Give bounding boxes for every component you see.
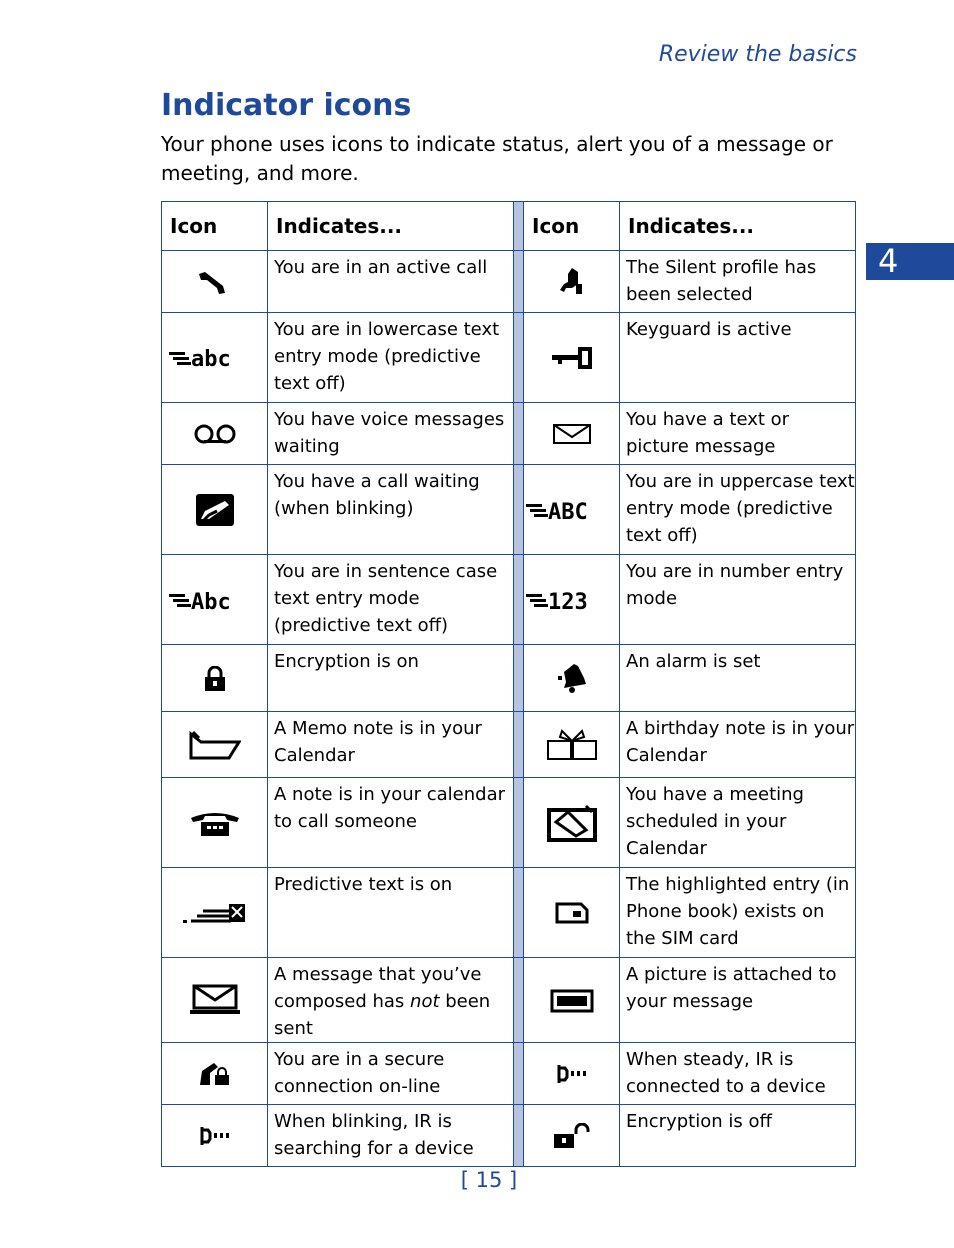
table-cell: Keyguard is active xyxy=(620,313,856,403)
table-cell: When steady, IR is connected to a device xyxy=(620,1043,856,1105)
table-cell: A birthday note is in your Calendar xyxy=(620,712,856,778)
table-cell: When blinking, IR is searching for a device xyxy=(268,1105,514,1167)
table-cell: A Memo note is in your Calendar xyxy=(268,712,514,778)
cell-text: been sent xyxy=(274,991,491,1039)
header-icon-right: Icon xyxy=(524,202,620,251)
table-row xyxy=(162,1105,856,1167)
table-row xyxy=(162,403,856,465)
table-cell: You have voice messages waiting xyxy=(268,403,514,465)
table-cell: You have a text or picture message xyxy=(620,403,856,465)
table-cell: Encryption is off xyxy=(620,1105,856,1167)
memo-note-icon xyxy=(189,730,241,760)
table-row xyxy=(162,868,856,958)
table-cell: You are in uppercase text entry mode (predictive text off) xyxy=(620,465,856,555)
table-cell: You are in an active call xyxy=(268,251,514,313)
birthday-note-icon xyxy=(546,729,598,761)
table-row xyxy=(162,251,856,313)
table-cell: The highlighted entry (in Phone book) exists on the SIM card xyxy=(620,868,856,958)
table-cell: A note is in your calendar to call someone xyxy=(268,778,514,868)
encryption-on-icon xyxy=(203,666,227,692)
svg-text:abc: abc xyxy=(190,347,231,370)
table-cell xyxy=(268,958,514,1043)
picture-attached-icon xyxy=(550,989,594,1013)
table-cell: Encryption is on xyxy=(268,645,514,712)
table-cell: You are in sentence case text entry mode (predictive text off) xyxy=(268,555,514,645)
meeting-icon xyxy=(546,804,598,842)
table-header-row xyxy=(162,202,856,251)
voice-message-icon xyxy=(193,423,237,445)
encryption-off-icon xyxy=(552,1123,592,1149)
table-cell: An alarm is set xyxy=(620,645,856,712)
chapter-tab: 4 xyxy=(866,243,954,280)
active-call-icon xyxy=(195,266,235,298)
table-cell: You are in number entry mode xyxy=(620,555,856,645)
ir-steady-icon xyxy=(557,1063,587,1085)
alarm-icon xyxy=(556,662,588,694)
table-cell: You have a call waiting (when blinking) xyxy=(268,465,514,555)
cell-emphasis: not xyxy=(410,991,440,1012)
secure-connection-icon xyxy=(198,1061,232,1087)
table-row xyxy=(162,778,856,868)
unsent-message-icon xyxy=(188,984,242,1016)
svg-text:123: 123 xyxy=(547,590,588,612)
table-cell: You are in lowercase text entry mode (predictive text off) xyxy=(268,313,514,403)
table-cell: The Silent profile has been selected xyxy=(620,251,856,313)
text-message-icon xyxy=(552,422,592,446)
uppercase-text-icon xyxy=(526,498,618,522)
table-cell: A picture is attached to your message xyxy=(620,958,856,1043)
call-note-icon xyxy=(189,808,241,838)
indicator-icons-table xyxy=(161,201,856,1167)
page-number: [ 15 ] xyxy=(460,1168,518,1192)
column-gap xyxy=(514,202,524,251)
keyguard-icon xyxy=(550,347,594,369)
sim-card-entry-icon xyxy=(555,902,589,924)
running-head: Review the basics xyxy=(658,42,857,67)
svg-text:ABC: ABC xyxy=(547,500,588,522)
cell-text: A message that you’ve composed has xyxy=(274,964,482,1012)
predictive-text-icon xyxy=(181,900,249,926)
silent-profile-icon xyxy=(556,266,588,298)
table-cell: You have a meeting scheduled in your Calendar xyxy=(620,778,856,868)
svg-text:Abc: Abc xyxy=(190,590,231,612)
table-row xyxy=(162,645,856,712)
table-row xyxy=(162,313,856,403)
header-icon-left: Icon xyxy=(162,202,268,251)
table-cell: You are in a secure connection on-line xyxy=(268,1043,514,1105)
header-indicates-left: Indicates... xyxy=(268,202,514,251)
intro-paragraph: Your phone uses icons to indicate status, alert you of a message or meeting, and more. xyxy=(161,132,833,185)
sentence-case-icon xyxy=(169,588,261,612)
ir-blinking-icon xyxy=(200,1125,230,1147)
table-cell: Predictive text is on xyxy=(268,868,514,958)
table-row xyxy=(162,958,856,1043)
table-row xyxy=(162,1043,856,1105)
lowercase-text-icon xyxy=(169,346,261,370)
table-row xyxy=(162,712,856,778)
table-row xyxy=(162,465,856,555)
header-indicates-right: Indicates... xyxy=(620,202,856,251)
number-mode-icon xyxy=(526,588,618,612)
page-title: Indicator icons xyxy=(161,88,412,123)
table-row xyxy=(162,555,856,645)
call-waiting-icon xyxy=(195,493,235,527)
